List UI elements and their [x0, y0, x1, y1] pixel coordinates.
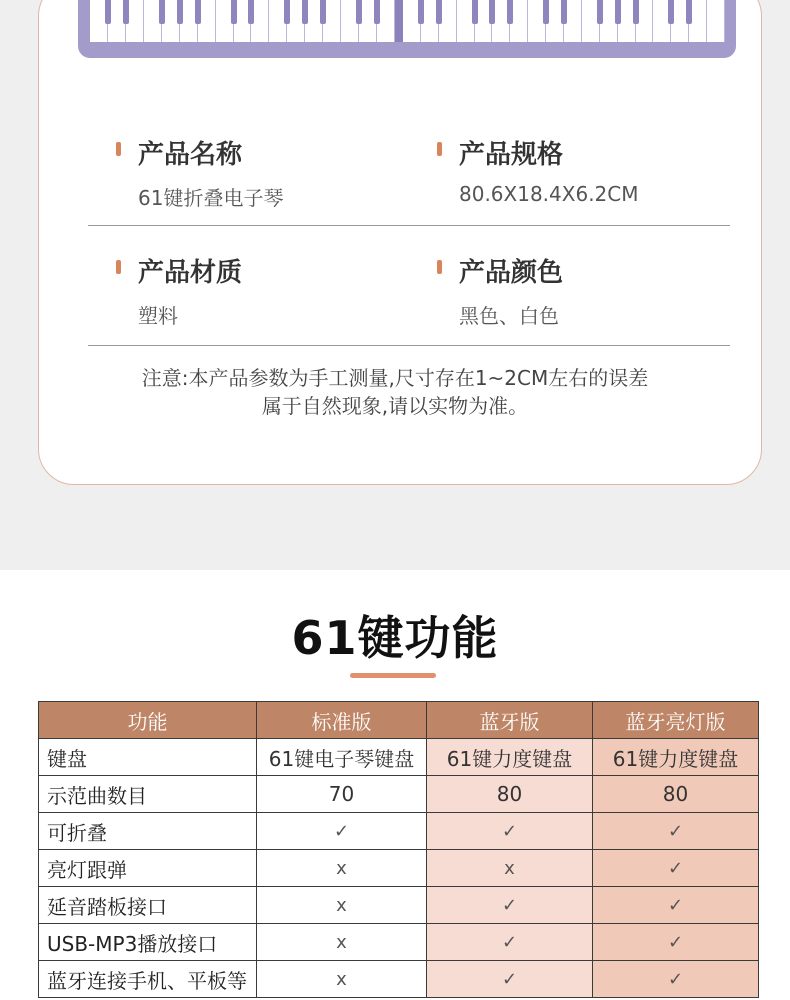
white-key	[198, 0, 216, 42]
feature-table	[38, 701, 759, 998]
white-key	[707, 0, 725, 42]
white-key	[377, 0, 395, 42]
spec-label: 产品名称	[138, 140, 243, 170]
white-key	[510, 0, 528, 42]
bluetooth-cell: ✓	[427, 813, 593, 850]
feature-cell: 蓝牙连接手机、平板等	[39, 961, 257, 998]
bluetooth-cell: ✓	[427, 887, 593, 924]
bluetooth-light-cell: ✓	[593, 887, 759, 924]
measurement-note-line1: 注意:本产品参数为手工测量,尺寸存在1~2CM左右的误差	[141, 366, 649, 390]
bluetooth-cell: ✓	[427, 961, 593, 998]
white-key	[421, 0, 439, 42]
table-row	[39, 739, 759, 776]
bluetooth-light-cell: ✓	[593, 813, 759, 850]
white-key	[287, 0, 305, 42]
white-key	[475, 0, 493, 42]
feature-cell: 示范曲数目	[39, 776, 257, 813]
standard-cell: x	[257, 850, 427, 887]
bluetooth-light-cell: 61键力度键盘	[593, 739, 759, 776]
table-row	[39, 776, 759, 813]
spec-value: 80.6X18.4X6.2CM	[459, 182, 639, 206]
spec-label: 产品规格	[459, 140, 564, 170]
standard-cell: x	[257, 961, 427, 998]
feature-cell: 延音踏板接口	[39, 887, 257, 924]
standard-cell: ✓	[257, 813, 427, 850]
standard-cell: 61键电子琴键盘	[257, 739, 427, 776]
white-key	[162, 0, 180, 42]
accent-bar	[437, 260, 442, 274]
bluetooth-light-cell: ✓	[593, 850, 759, 887]
white-key	[234, 0, 252, 42]
white-key	[341, 0, 359, 42]
white-key	[457, 0, 475, 42]
divider	[88, 345, 730, 346]
spec-value: 塑料	[138, 304, 178, 328]
bluetooth-light-cell: ✓	[593, 924, 759, 961]
white-key	[403, 0, 421, 42]
spec-label: 产品颜色	[459, 258, 564, 288]
feature-cell: USB-MP3播放接口	[39, 924, 257, 961]
header-bluetooth: 蓝牙版	[427, 702, 593, 739]
title-underline	[350, 673, 436, 678]
white-key	[144, 0, 162, 42]
spec-value: 61键折叠电子琴	[138, 186, 284, 210]
white-key	[359, 0, 377, 42]
spec-value: 黑色、白色	[459, 304, 559, 328]
feature-cell: 可折叠	[39, 813, 257, 850]
white-key	[251, 0, 269, 42]
white-key	[305, 0, 323, 42]
feature-cell: 亮灯跟弹	[39, 850, 257, 887]
white-key	[636, 0, 654, 42]
white-key	[108, 0, 126, 42]
table-row	[39, 924, 759, 961]
keyboard-hinge	[395, 0, 403, 42]
bluetooth-cell: x	[427, 850, 593, 887]
table-header-row	[39, 702, 759, 739]
accent-bar	[116, 260, 121, 274]
section-title: 61键功能	[291, 611, 499, 665]
white-key	[618, 0, 636, 42]
feature-cell: 键盘	[39, 739, 257, 776]
table-row	[39, 813, 759, 850]
bluetooth-cell: 80	[427, 776, 593, 813]
measurement-note-line2: 属于自然现象,请以实物为准。	[261, 394, 529, 418]
keyboard-right-half	[403, 0, 725, 42]
white-key	[126, 0, 144, 42]
white-key	[546, 0, 564, 42]
white-key	[600, 0, 618, 42]
accent-bar	[116, 142, 121, 156]
white-key	[180, 0, 198, 42]
divider	[88, 225, 730, 226]
header-bluetooth-light: 蓝牙亮灯版	[593, 702, 759, 739]
table-row	[39, 887, 759, 924]
white-key	[323, 0, 341, 42]
table-row	[39, 850, 759, 887]
white-key	[269, 0, 287, 42]
white-key	[216, 0, 234, 42]
accent-bar	[437, 142, 442, 156]
standard-cell: x	[257, 924, 427, 961]
header-feature: 功能	[39, 702, 257, 739]
white-key	[582, 0, 600, 42]
keyboard-illustration	[78, 0, 736, 58]
keyboard-left-half	[90, 0, 395, 42]
bluetooth-light-cell: ✓	[593, 961, 759, 998]
white-key	[671, 0, 689, 42]
standard-cell: x	[257, 887, 427, 924]
bluetooth-light-cell: 80	[593, 776, 759, 813]
bluetooth-cell: ✓	[427, 924, 593, 961]
white-key	[528, 0, 546, 42]
white-key	[90, 0, 108, 42]
white-key	[689, 0, 707, 42]
white-key	[564, 0, 582, 42]
spec-label: 产品材质	[138, 258, 243, 288]
white-key	[653, 0, 671, 42]
white-key	[492, 0, 510, 42]
standard-cell: 70	[257, 776, 427, 813]
table-row	[39, 961, 759, 998]
header-standard: 标准版	[257, 702, 427, 739]
white-key	[439, 0, 457, 42]
bluetooth-cell: 61键力度键盘	[427, 739, 593, 776]
